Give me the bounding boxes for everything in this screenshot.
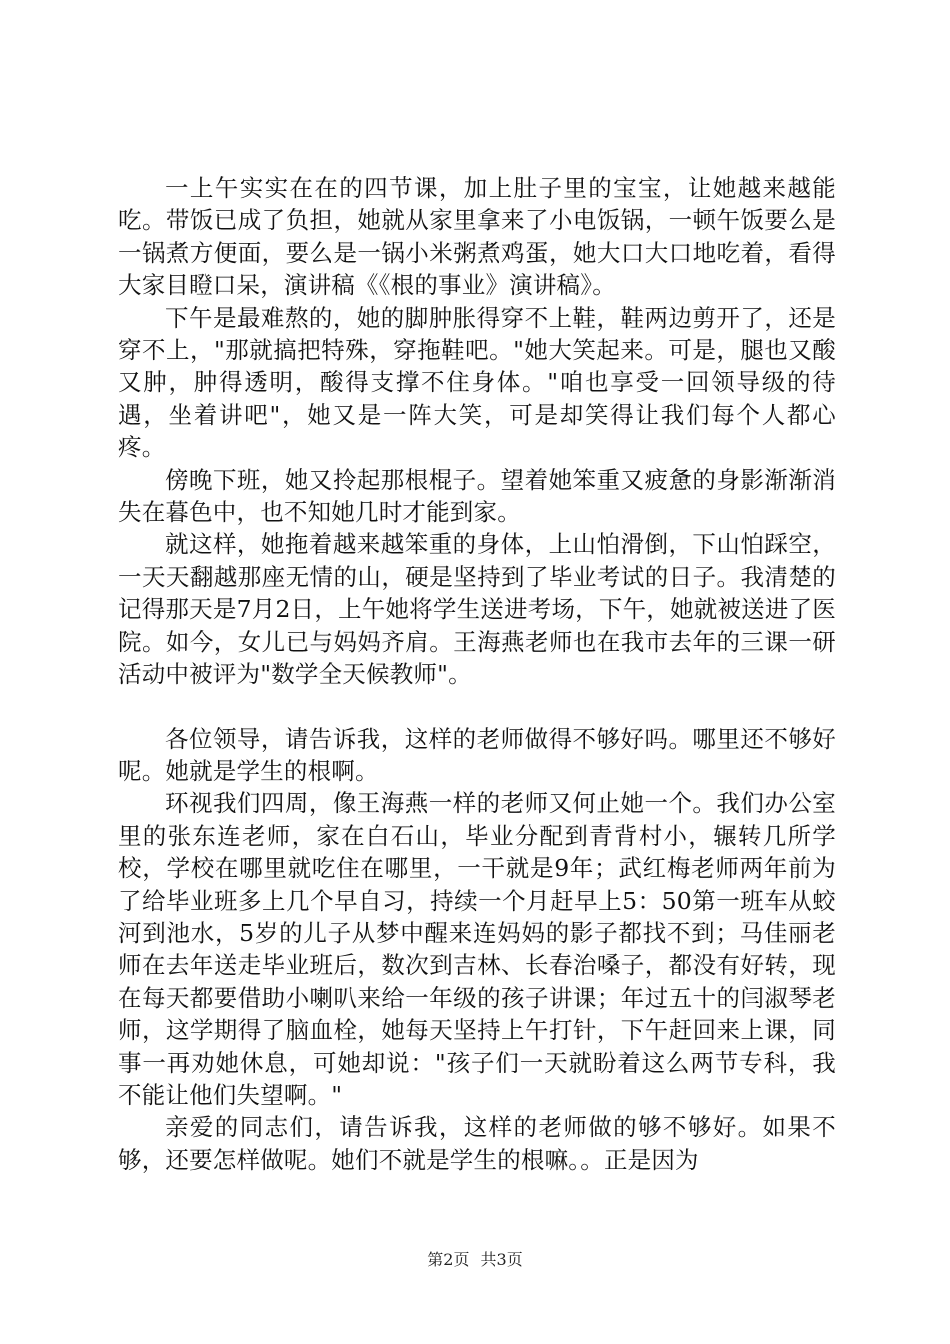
page-footer <box>0 1247 950 1270</box>
paragraph-2: 下午是最难熬的，她的脚肿胀得穿不上鞋，鞋两边剪开了，还是穿不上，"那就搞把特殊，穿拖鞋吧。"她大笑起来。可是，腿也又酸又肿，肿得透明，酸得支撑不住身体。"咱也享受一回领导级的待遇，坐着讲吧"，她又是一阵大笑，可是却笑得让我们每个人都心疼。 <box>118 303 836 462</box>
paragraph-3: 傍晚下班，她又拎起那根棍子。望着她笨重又疲惫的身影渐渐消失在暮色中，也不知她几时才能到家。 <box>118 465 836 527</box>
paragraph-5: 各位领导，请告诉我，这样的老师做得不够好吗。哪里还不够好呢。她就是学生的根啊。 <box>118 724 836 785</box>
paragraph-1: 一上午实实在在的四节课，加上肚子里的宝宝，让她越来越能吃。带饭已成了负担，她就从家里拿来了小电饭锅，一顿午饭要么是一锅煮方便面，要么是一锅小米粥煮鸡蛋，她大口大口地吃着，看得大家目瞪口呆，演讲稿《《根的事业》演讲稿》。 <box>118 174 836 300</box>
paragraph-4: 就这样，她拖着越来越笨重的身体，上山怕滑倒，下山怕踩空，一天天翻越那座无情的山，硬是坚持到了毕业考试的日子。我清楚的记得那天是7月2日，上午她将学生送进考场，下午，她就被送进了医院。如今，女儿已与妈妈齐肩。王海燕老师也在我市去年的三课一研活动中被评为"数学全天候教师"。 <box>118 530 836 689</box>
paragraph-7: 亲爱的同志们，请告诉我，这样的老师做的够不够好。如果不够，还要怎样做呢。她们不就是学生的根嘛。。正是因为 <box>118 1113 836 1174</box>
page-total: 共3页 <box>480 1250 523 1269</box>
document-body <box>118 172 836 1176</box>
paragraph-spacer <box>118 691 836 723</box>
page-number: 第2页 <box>427 1250 470 1269</box>
paragraph-6: 环视我们四周，像王海燕一样的老师又何止她一个。我们办公室里的张东连老师，家在白石山，毕业分配到青背村小，辗转几所学校，学校在哪里就吃住在哪里，一干就是9年；武红梅老师两年前为了给毕业班多上几个早自习，持续一个月赶早上5：50第一班车从蛟河到池水，5岁的儿子从梦中醒来连妈妈的影子都找不到；马佳丽老师在去年送走毕业班后，数次到吉林、长春治嗓子，都没有好转，现在每天都要借助小喇叭来给一年级的孩子讲课；年过五十的闫淑琴老师，这学期得了脑血栓，她每天坚持上午打针，下午赶回来上课，同事一再劝她休息，可她却说："孩子们一天就盼着这么两节专科，我不能让他们失望啊。" <box>118 789 836 1109</box>
